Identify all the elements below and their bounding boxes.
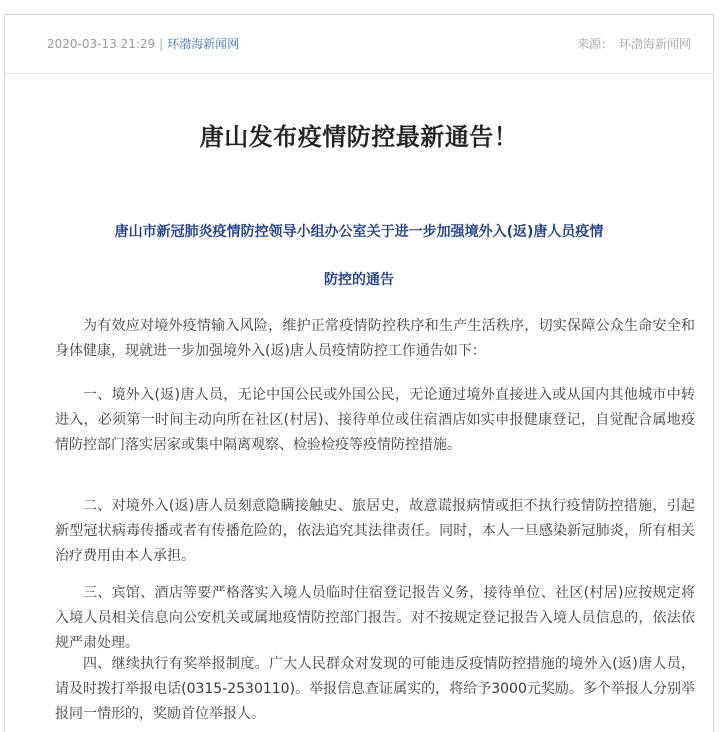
article-subtitle-line-1: 唐山市新冠肺炎疫情防控领导小组办公室关于进一步加强境外入(返)唐人员疫情: [114, 224, 604, 240]
source-name: 环渤海新闻网: [618, 37, 691, 51]
meta-left: [47, 15, 239, 73]
article-meta-bar: [5, 15, 713, 74]
paragraph-item-4: 四、继续执行有奖举报制度。广大人民群众对发现的可能违反疫情防控措施的境外入(返)唐人员，请及时拨打举报电话(0315-2530110)。举报信息查证属实的，将给予3000元奖励。多个举报人分别举报同一情形的，奖励首位举报人。: [55, 656, 695, 722]
article-container: [4, 14, 714, 732]
article-subtitle-line-2: 防控的通告: [324, 272, 394, 288]
paragraph-item-1: 一、境外入(返)唐人员，无论中国公民或外国公民，无论通过境外直接进入或从国内其他城市中转进入，必须第一时间主动向所在社区(村居)、接待单位或住宿酒店如实申报健康登记，自觉配合属地疫情防控部门落实居家或集中隔离观察、检验检疫等疫情防控措施。: [55, 387, 695, 453]
article-title: 唐山发布疫情防控最新通告！: [199, 123, 519, 151]
source-label: 来源：: [576, 37, 613, 51]
publish-date: 2020-03-13 21:29: [47, 37, 156, 51]
paragraph-intro: 为有效应对境外疫情输入风险，维护正常疫情防控秩序和生产生活秩序，切实保障公众生命安全和身体健康，现就进一步加强境外入(返)唐人员疫情防控工作通告如下：: [55, 318, 695, 359]
meta-right: [577, 15, 691, 73]
paragraph-item-3: 三、宾馆、酒店等要严格落实入境人员临时住宿登记报告义务，接待单位、社区(村居)应按规定将入境人员相关信息向公安机关或属地疫情防控部门报告。对不按规定登记报告入境人员信息的，依法依规严肃处理。: [55, 585, 695, 651]
source-link[interactable]: 环渤海新闻网: [167, 37, 240, 51]
paragraph-item-2: 二、对境外入(返)唐人员刻意隐瞒接触史、旅居史，故意谎报病情或拒不执行疫情防控措施，引起新型冠状病毒传播或者有传播危险的，依法追究其法律责任。同时，本人一旦感染新冠肺炎，所有相关治疗费用由本人承担。: [55, 498, 695, 564]
meta-separator: |: [159, 37, 164, 51]
